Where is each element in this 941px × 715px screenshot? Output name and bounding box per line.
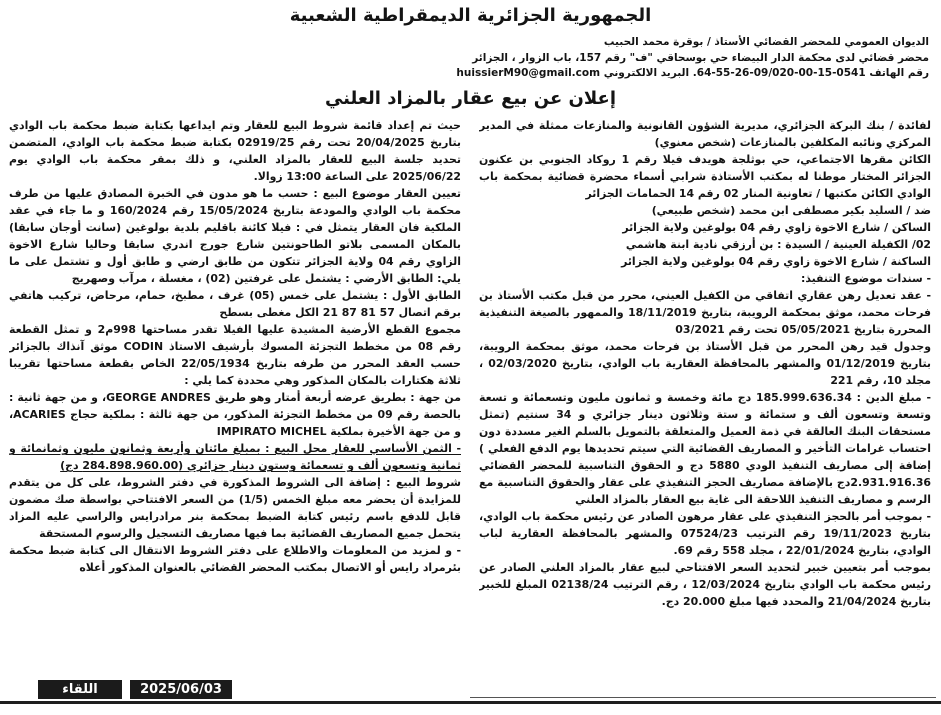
bailiff-contact	[309, 66, 929, 82]
expert-order: بموجب أمر بتعيين خبير لتحديد السعر الافتتاحي لبيع عقار بالمزاد العلني الصادر عن رئيس محكمة باب الوادي بتاريخ 12/03/2024 ، رقم الترتيب 02138/24 المبلغ للخبير بتاريخ 21/04/2024 والمحدد فيها مبلغ 20.000 دج.	[479, 561, 931, 608]
email-address: huissierM90@gmail.com	[456, 67, 601, 79]
republic-title: الجمهورية الجزائرية الديمقراطية الشعبية	[289, 5, 652, 26]
footer-divider	[0, 701, 941, 704]
bailiff-office: الديوان العمومي للمحضر القضائي الأستاذ / بوقرة محمد الحبيب	[603, 36, 929, 48]
beneficiary-address: الكائن مقرها الاجتماعي، حي بوثلجة هويدف فيلا رقم 1 روكاد الجنوبي بن عكنون الجزائر المختار موطنا له بمكتب الأستاذة شرابي أسماء محضرة قضائية بمحكمة باب الوادي الكائن مكتبها / تعاونية المنار 02 رقم 14 الحمامات الجزائر	[479, 153, 931, 200]
announcement-title: إعلان عن بيع عقار بالمزاد العلني	[324, 88, 617, 109]
phone-label: رقم الهاتف	[869, 67, 929, 79]
newspaper-name: اللقاء	[38, 680, 122, 699]
right-column	[479, 117, 931, 673]
debtor: ضد / السليد بكير مصطفى ابن محمد (شخص طبيعي)	[651, 204, 931, 217]
plot-details: مجموع القطع الأرضية المشيدة عليها الفيلا تقدر مساحتها 998م2 و تمثل القطعة رقم 08 من مخطط التجزئة المسوك بأرشيف الاستاذ CODIN موثق آنذاك بالجزائر حسب العقد المحرر من طرفه بتاريخ 22/05/1934 الخاص بقطعة مساحتها تقريبا ثلاثة هكتارات بالمكان المذكور وهي محددة كما يلي :	[9, 323, 461, 387]
base-price: - الثمن الأساسي للعقار محل البيع : بمبلغ مائتان وأربعة وثمانون مليون وثمانمائة و ثمانية وتسعون ألف و تسعمائة وستون دينار جزائري (284.898.960.00 دج)	[9, 442, 461, 472]
left-column	[9, 117, 461, 673]
sale-conditions: شروط البيع : إضافة الى الشروط المذكورة في دفتر الشروط، على كل من يتقدم للمزايدة أن يحضر معه مبلغ الخمس (1/5) من السعر الافتتاحي بواسطة صك مضمون قابل للدفع باسم رئيس كتابة الضبط بمحكمة بنر مرادرايس والراسي عليه المزاد يتحمل جميع المصاريف القضائية بما فيها مصاريف التسجيل والرسوم المستحقة	[9, 476, 461, 540]
seizure-order: - بموجب أمر بالحجز التنفيذي على عقار مرهون الصادر عن رئيس محكمة باب الوادي، بتاريخ 19/11/2023 رقم الترتيب 07524/23 والمشهر بالمحافظة العقارية لباب الوادي، بتاريخ 22/01/2024 ، مجلد 558 رقم 69.	[479, 510, 931, 557]
beneficiary: لفائدة / بنك البركة الجزائري، مديرية الشؤون القانونية والمنازعات ممثلة في المدير المركزي ونائبه المكلفين بالمنازعات (شخص معنوي)	[479, 119, 931, 149]
debtor-address: الساكن / شارع الاخوة زاوي رقم 04 بولوغين ولاية الجزائر	[622, 221, 931, 234]
guarantor-address: الساكنة / شارع الاخوة زاوي رقم 04 بولوغين ولاية الجزائر	[621, 255, 931, 268]
debt-amount: - مبلغ الدين : 185.999.636.34 دج مائة وخمسة و ثمانون مليون وتسعمائة و تسعة وتسعة وتسعون ألف و ستمائة و ستة وثلاثون دينار جزائري و 34 سنتيم (تمثل مستحقات البنك العالقة في ذمة العميل والمتعلقة بالتمويل بالسلم الغير مسددة دون احتساب غرامات التأخير و المصاريف القضائية التي سيتم تحديدها يوم الدفع الفعلي ) إضافة إلى مصاريف التنفيذ الودي 5880 دج و الحقوق التناسبية للمحضر القضائي 2.931.916.36دج بالإضافة مصاريف الحجز التنفيذي على عقار والحقوق التناسبية مع الرسم و مصاريف التنفيذ اللاحقة الى غاية بيع العقار بالمزاد العلني	[479, 391, 931, 506]
more-info: - و لمزيد من المعلومات والاطلاع على دفتر الشروط الانتقال الى كتابة ضبط محكمة بئرمراد رايس أو الاتصال بمكتب المحضر القضائي بالعنوان المذكور أعلاه	[9, 544, 461, 574]
mortgage-deed: - عقد تعديل رهن عقاري اتفاقي من الكفيل العيني، محرر من قبل مكتب الأستاذ بن فرحات محمد، موثق بمحكمة الرويبة، بتاريخ 18/11/2019 والممهور بالصيغة التنفيذية المحررة بتاريخ 05/05/2021 تحت رقم 03/2021	[479, 289, 931, 336]
first-floor: الطابق الأول : يشتمل على خمس (05) غرف ، مطبخ، حمام، مرحاض، تركيب هاتفي برقم اتصال 57 81 87 21 الكل مغطى بسطح	[9, 289, 461, 319]
conditions-filing: حيث تم إعداد قائمة شروط البيع للعقار وتم ايداعها بكتابة ضبط محكمة باب الوادي بتاريخ 20/04/2025 تحت رقم 02919/25 بكتابة ضبط محكمة باب الوادي، المتضمن تحديد جلسة البيع للعقار بالمزاد العلني، و ذلك بمقر محكمة باب الوادي يوم 2025/06/22 على الساعة 13:00 زوالا.	[9, 119, 461, 183]
enforcement-titles-heading: - سندات موضوع التنفيذ:	[800, 272, 931, 285]
footer-divider-thin	[470, 697, 936, 698]
email-label: البريد الالكتروني	[603, 67, 690, 79]
issue-date: 2025/06/03	[130, 680, 232, 699]
mortgage-registration: وجدول قيد رهن المحرر من قبل الأستاذ بن فرحات محمد، موثق بمحكمة الرويبة، بتاريخ 01/12/2019 والمشهر بالمحافظة العقارية باب الوادي، بتاريخ 02/03/2020 ، مجلد 10، رقم 221	[479, 340, 931, 387]
boundaries: من جهة : بطريق عرضه أربعة أمتار وهو طريق GEORGE ANDRES، و من جهة ثانية : بالحصة رقم 09 من مخطط التجزئة المذكور، من جهة ثالثة : بملكية حجاج ACARIES، و من جهة الأخيرة بملكية IMPIRATO MICHEL	[9, 391, 461, 438]
phone-number: 0541-15-00-09/020-26-55-64.	[692, 67, 866, 79]
bailiff-info	[309, 35, 929, 82]
property-description: تعيين العقار موضوع البيع : حسب ما هو مدون في الخبرة المصادق عليها من طرف محكمة باب الوادي والمودعة بتاريخ 15/05/2024 رقم 160/2024 و ما جاء في عقد الملكية فان العقار يتمثل في : فيلا كائنة باقليم بلدية بولوغين (سانت أوجان سابقا) بالمكان المسمى بلاتو الطاحونتين شارع جورج اندري سابقا وحاليا شارع الاخوة الزاوي رقم 04 ولاية الجزائر تتكون من طابق ارضي و طابق أول و تشتمل على ما يلي: الطابق الأرضي : يشتمل على غرفتين (02) ، مغسلة ، مرآب وصهريج	[9, 187, 461, 285]
guarantor: 02/ الكفيلة العينية / السيدة : بن أرزقي نادية ابنة هاشمي	[625, 238, 931, 251]
bailiff-address: محضر قضائي لدى محكمة الدار البيضاء حي بوسحاقي "ف" رقم 157، باب الزوار ، الجزائر	[472, 51, 929, 64]
